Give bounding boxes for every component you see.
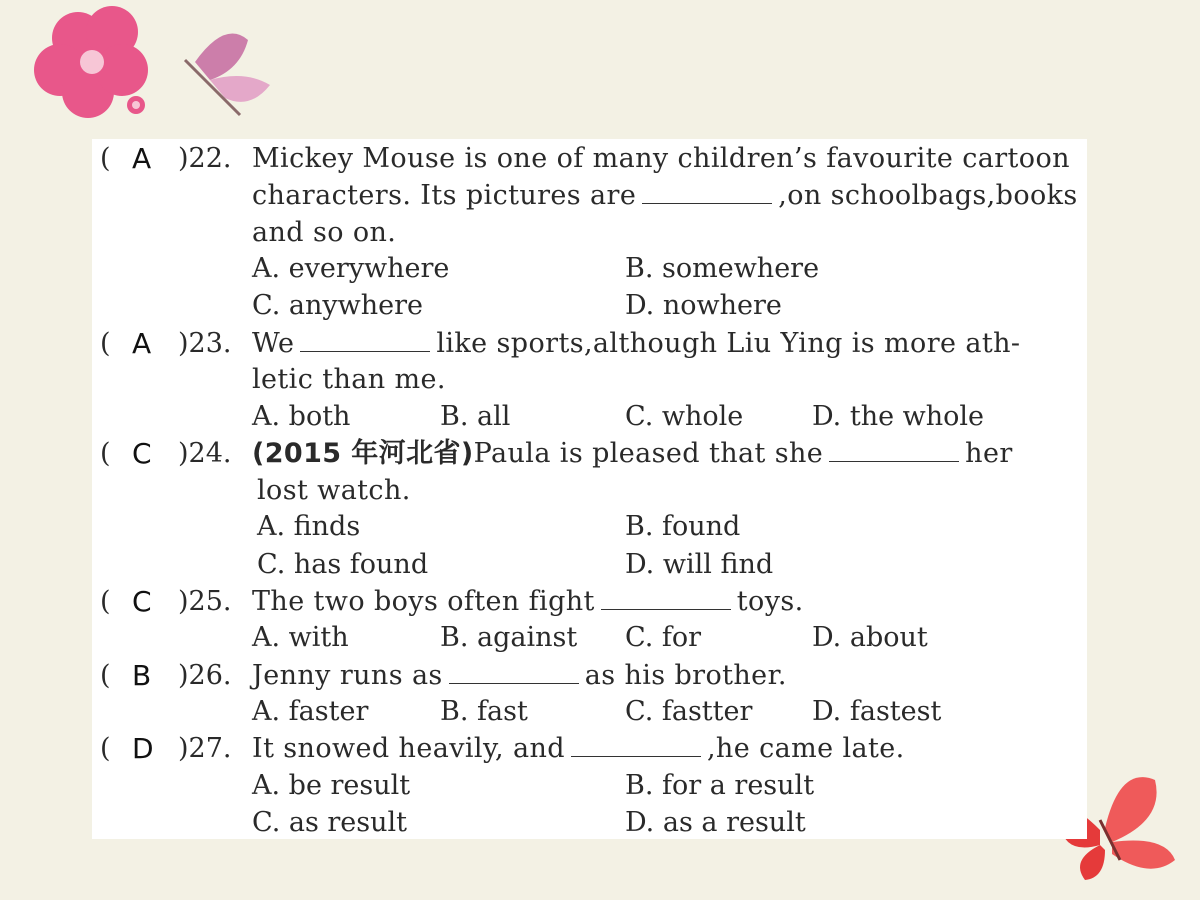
- option-a: A. both: [252, 401, 351, 432]
- question-22-line-2: [252, 179, 1078, 213]
- question-27-line-1-pre: It snowed heavily, and: [252, 733, 565, 764]
- answer-paren: (: [100, 328, 111, 359]
- option-c: C. fastter: [625, 696, 753, 727]
- answer-blank: [642, 179, 772, 204]
- answer-27: D: [132, 732, 154, 765]
- question-23-line-2: letic than me.: [252, 364, 446, 395]
- answer-blank: [300, 327, 430, 352]
- answer-26: B: [132, 659, 152, 692]
- option-a: A. be result: [252, 770, 411, 801]
- answer-blank: [829, 437, 959, 462]
- option-a: A. with: [252, 622, 349, 653]
- answer-23: A: [132, 327, 152, 360]
- answer-25: C: [132, 585, 152, 618]
- question-source: (2015 年河北省): [252, 438, 474, 469]
- option-b: B. against: [440, 622, 578, 653]
- option-c: C. anywhere: [252, 290, 423, 321]
- answer-paren: (: [100, 143, 111, 174]
- option-d: D. as a result: [625, 807, 806, 838]
- question-22-line-1: Mickey Mouse is one of many children’s favourite cartoon: [252, 143, 1070, 174]
- butterfly-small-icon: [185, 34, 270, 115]
- option-c: C. as result: [252, 807, 408, 838]
- answer-22: A: [132, 142, 152, 175]
- question-24-line-2: lost watch.: [257, 475, 411, 506]
- answer-blank: [571, 732, 701, 757]
- question-number-26: )26.: [178, 660, 232, 691]
- question-27-line-1-post: ,he came late.: [706, 733, 905, 764]
- answer-24: C: [132, 437, 152, 470]
- option-d: D. will find: [625, 549, 774, 580]
- option-a: A. faster: [252, 696, 369, 727]
- question-22-line-2-post: ,on schoolbags,books: [778, 180, 1078, 211]
- answer-blank: [449, 659, 579, 684]
- question-number-23: )23.: [178, 328, 232, 359]
- question-26-line-1: [252, 659, 787, 693]
- answer-blank: [601, 585, 731, 610]
- question-24-line-1: [252, 437, 1013, 471]
- question-22-line-3: and so on.: [252, 217, 397, 248]
- question-22-line-2-pre: characters. Its pictures are: [252, 180, 637, 211]
- question-number-22: )22.: [178, 143, 232, 174]
- answer-paren: (: [100, 438, 111, 469]
- option-c: C. whole: [625, 401, 744, 432]
- option-b: B. fast: [440, 696, 528, 727]
- question-sheet: [92, 139, 1087, 839]
- answer-paren: (: [100, 733, 111, 764]
- answer-paren: (: [100, 660, 111, 691]
- option-b: B. for a result: [625, 770, 815, 801]
- question-25-line-1: [252, 585, 804, 619]
- option-d: D. fastest: [812, 696, 942, 727]
- question-23-line-1: [252, 327, 1020, 361]
- question-25-line-1-post: toys.: [736, 586, 804, 617]
- flower-icon: [34, 6, 148, 118]
- option-c: C. has found: [257, 549, 429, 580]
- question-number-25: )25.: [178, 586, 232, 617]
- question-23-line-1-pre: We: [252, 328, 295, 359]
- question-26-line-1-pre: Jenny runs as: [252, 660, 443, 691]
- question-24-line-1-post: her: [965, 438, 1013, 469]
- option-a: A. finds: [257, 511, 361, 542]
- option-b: B. all: [440, 401, 511, 432]
- flower-decoration: [0, 0, 300, 140]
- question-24-line-1-pre: Paula is pleased that she: [473, 438, 824, 469]
- option-c: C. for: [625, 622, 702, 653]
- question-26-line-1-post: as his brother.: [584, 660, 787, 691]
- option-d: D. the whole: [812, 401, 985, 432]
- question-25-line-1-pre: The two boys often fight: [252, 586, 595, 617]
- answer-paren: (: [100, 586, 111, 617]
- question-23-line-1-post: like sports,although Liu Ying is more ath-: [436, 328, 1021, 359]
- option-d: D. about: [812, 622, 928, 653]
- question-number-27: )27.: [178, 733, 232, 764]
- option-a: A. everywhere: [252, 253, 450, 284]
- option-b: B. somewhere: [625, 253, 820, 284]
- option-d: D. nowhere: [625, 290, 782, 321]
- option-b: B. found: [625, 511, 741, 542]
- question-27-line-1: [252, 732, 905, 766]
- question-number-24: )24.: [178, 438, 232, 469]
